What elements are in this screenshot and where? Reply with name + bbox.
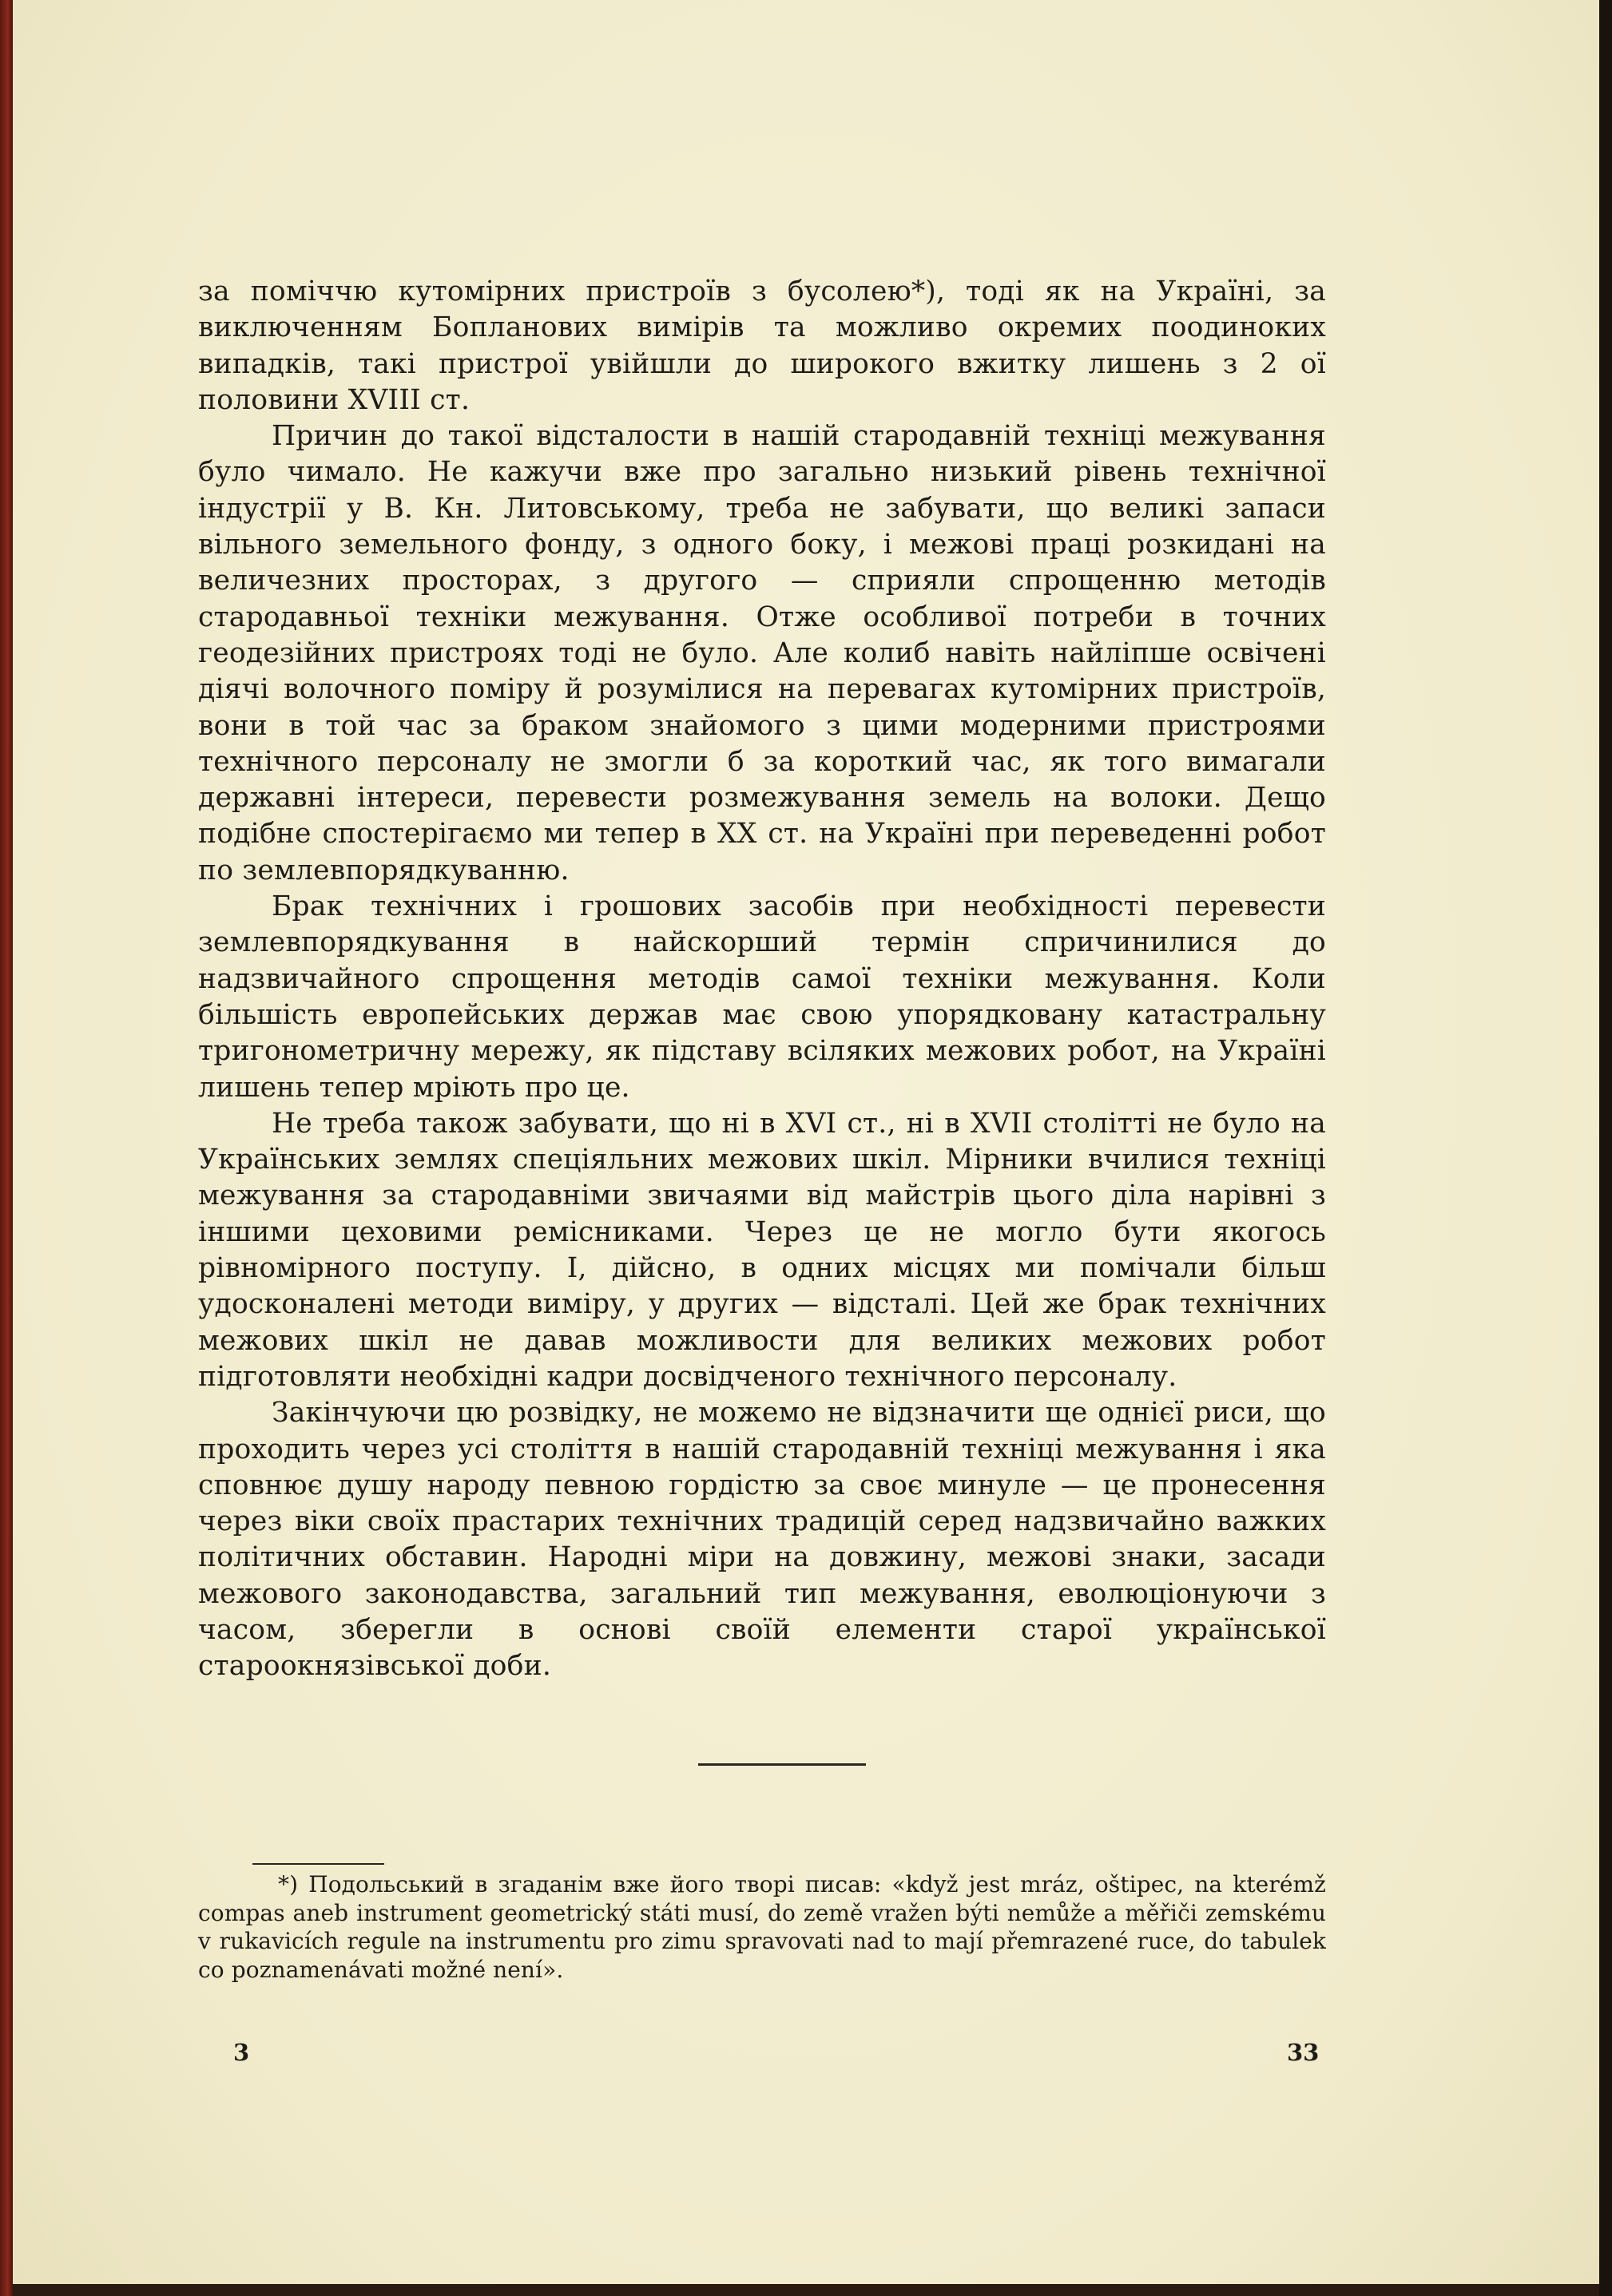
book-page	[13, 0, 1599, 2284]
section-end-rule	[698, 1763, 866, 1766]
footnote-rule	[252, 1863, 384, 1865]
paragraph-2: Причин до такої відсталости в нашій стародавній техніці межування було чимало. Не кажучи вже про загально низький рівень технічної індустрії у В. Кн. Литовському, треба не забувати, що великі запаси вільного земельного фонду, з одного боку, і межові праці розкидані на величезних просторах, з другого — сприяли спрощенню методів стародавньої техніки межування. Отже особливої потреби в точних геодезійних пристроях тоді не було. Але колиб навіть найліпше освічені діячі волочного поміру й розумілися на перевагах кутомірних пристроїв, вони в той час за браком знайомого з цими модерними пристроями технічного персоналу не змогли б за короткий час, як того вимагали державні інтереси, перевести розмежування земель на волоки. Дещо подібне спостерігаємо ми тепер в XX ст. на Україні при переведенні робот по землевпорядкуванню.	[198, 420, 1326, 886]
page-number: 33	[1287, 2039, 1320, 2066]
signature-mark: 3	[233, 2039, 250, 2066]
main-text	[198, 274, 1326, 1685]
paragraph-1: за поміччю кутомірних пристроїв з бусолею*), тоді як на Україні, за виключенням Бопланових вимірів та можливо окремих поодиноких випадків, такі пристрої увійшли до широкого вжитку лишень з 2 ої половини XVIII ст.	[198, 276, 1326, 416]
scan-edge	[1599, 0, 1612, 2296]
paragraph-3: Брак технічних і грошових засобів при необхідності перевести землевпорядкування в найскорший термін спричинилися до надзвичайного спрощення методів самої техніки межування. Коли більшість европейських держав має свою упорядковану катастральну тригонометричну мережу, як підставу всіляких межових робот, на Україні лишень тепер мріють про це.	[198, 890, 1326, 1104]
paragraph-5: Закінчуючи цю розвідку, не можемо не відзначити ще однієї риси, що проходить через усі століття в нашій стародавній техніці межування і яка сповнює душу народу певною гордістю за своє минуле — це пронесення через віки своїх прастарих технічних традицій серед надзвичайно важких політичних обставин. Народні міри на довжину, межові знаки, засади межового законодавства, загальний тип межування, еволюціонуючи з часом, зберегли в основі своїй елементи старої української староокнязівської доби.	[198, 1397, 1326, 1683]
footnote-text: *) Подольський в згаданім вже його творі писав: «když jest mráz, oštipec, na kterémž compas aneb instrument geometrický státi musí, do země vražen býti nemůže a měřiči zemskému v rukavicích regule na instrumentu pro zimu spravovati nad to mají přemrazené ruce, do tabulek co poznamenávati možné není».	[198, 1871, 1326, 1983]
paragraph-4: Не треба також забувати, що ні в XVI ст., ні в XVII столітті не було на Українських землях спеціяльних межових шкіл. Мірники вчилися техніці межування за стародавніми звичаями від майстрів цього діла нарівні з іншими цеховими ремісниками. Через це не могло бути якогось рівномірного поступу. І, дійсно, в одних місцях ми помічали більш удосконалені методи виміру, у других — відсталі. Цей же брак технічних межових шкіл не давав можливости для великих межових робот підготовляти необхідні кадри досвідченого технічного персоналу.	[198, 1107, 1326, 1393]
binding-edge	[0, 0, 13, 2296]
footnote	[198, 1870, 1326, 1984]
